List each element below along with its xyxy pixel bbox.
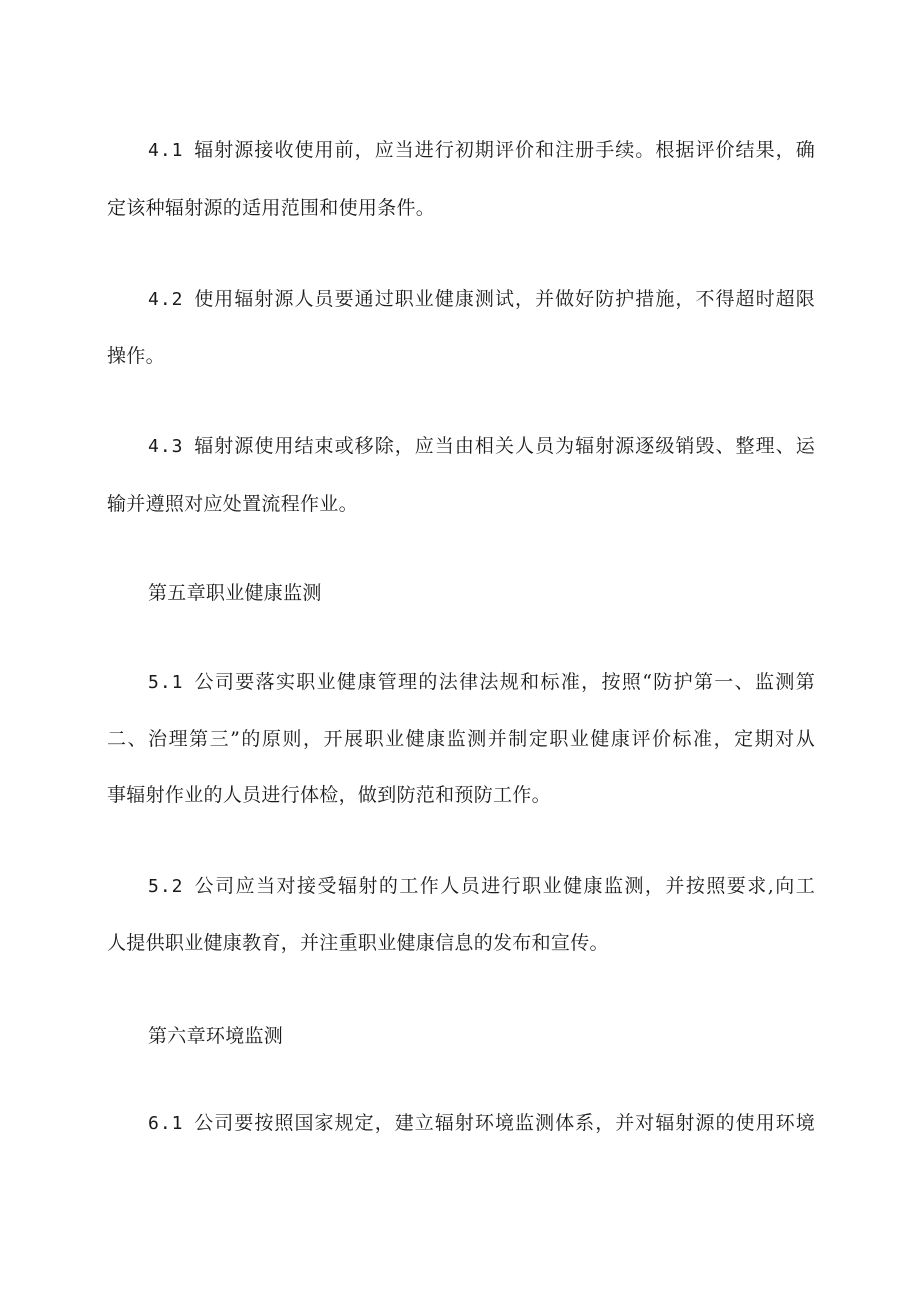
clause-text: 公司应当对接受辐射的工作人员进行职业健康监测，并按照要求,向工: [193, 875, 815, 897]
paragraph-4-2-line-1: [148, 287, 815, 312]
clause-number: 4.3: [148, 436, 184, 457]
clause-text: 公司要按照国家规定，建立辐射环境监测体系，并对辐射源的使用环境: [193, 1112, 815, 1134]
paragraph-4-3-line-2: 输并遵照对应处置流程作业。: [107, 493, 358, 515]
clause-number: 4.1: [148, 140, 184, 161]
paragraph-4-1-line-2: 定该种辐射源的适用范围和使用条件。: [107, 197, 436, 219]
paragraph-4-3-line-1: [148, 434, 815, 459]
chapter-heading-6: 第六章环境监测: [148, 1025, 284, 1047]
paragraph-4-2-line-2: 操作。: [107, 345, 165, 367]
paragraph-5-1-line-2: 二、治理第三”的原则，开展职业健康监测并制定职业健康评价标准，定期对从: [107, 728, 815, 750]
clause-number: 5.2: [148, 876, 184, 897]
clause-text: 公司要落实职业健康管理的法律法规和标准，按照“防护第一、监测第: [193, 671, 815, 693]
clause-text: 辐射源使用结束或移除，应当由相关人员为辐射源逐级销毁、整理、运: [193, 435, 815, 457]
paragraph-5-1-line-3: 事辐射作业的人员进行体检，做到防范和预防工作。: [107, 784, 551, 806]
clause-text: 辐射源接收使用前，应当进行初期评价和注册手续。根据评价结果，确: [193, 139, 815, 161]
clause-number: 4.2: [148, 289, 184, 310]
paragraph-4-1-line-1: [148, 138, 815, 163]
chapter-heading-5: 第五章职业健康监测: [148, 582, 322, 604]
paragraph-5-1-line-1: [148, 670, 815, 695]
paragraph-5-2-line-1: [148, 874, 815, 899]
paragraph-5-2-line-2: 人提供职业健康教育，并注重职业健康信息的发布和宣传。: [107, 932, 609, 954]
paragraph-6-1-line-1: [148, 1111, 815, 1136]
clause-text: 使用辐射源人员要通过职业健康测试，并做好防护措施，不得超时超限: [193, 288, 815, 310]
clause-number: 5.1: [148, 672, 184, 693]
clause-number: 6.1: [148, 1113, 184, 1134]
